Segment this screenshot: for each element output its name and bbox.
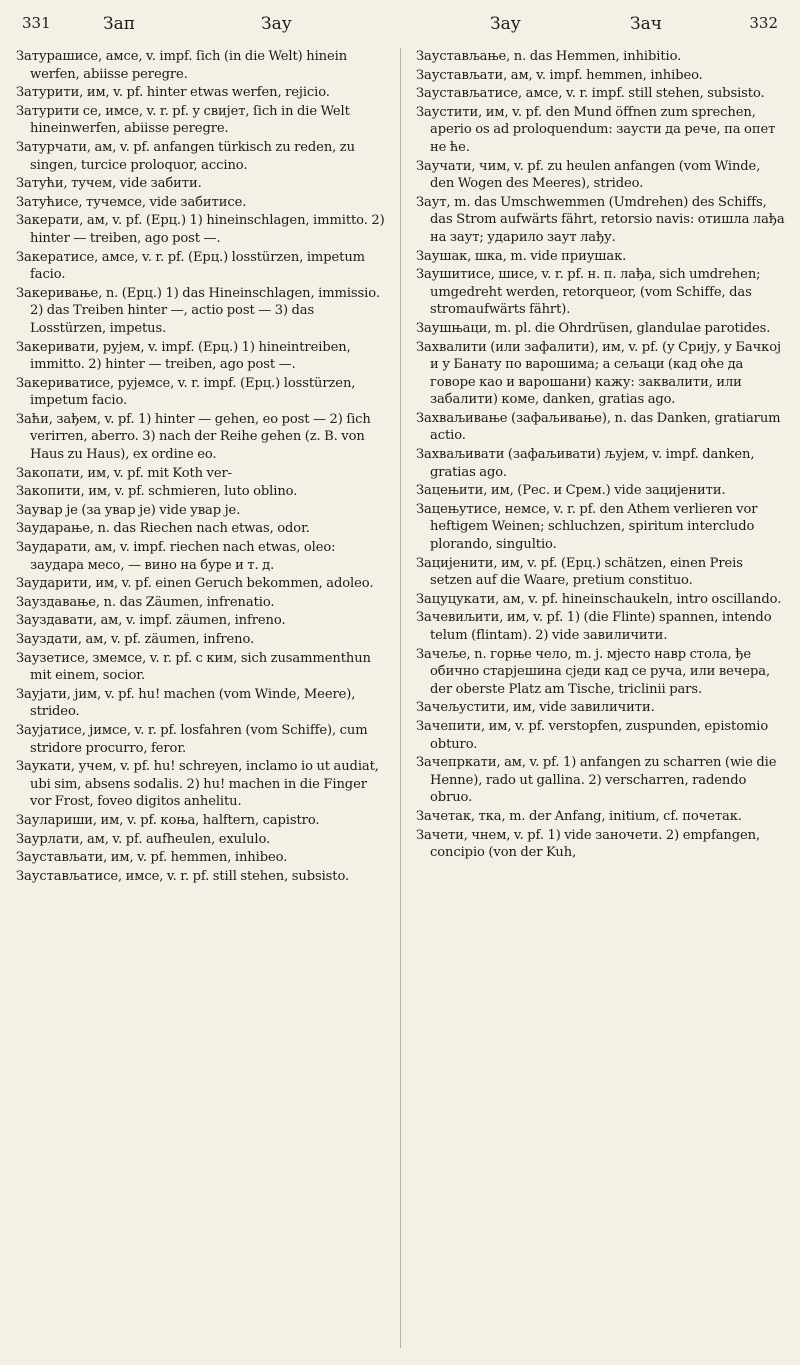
dictionary-entry: Зацијенити, им, v. pf. (Ерц.) schätzen, einen Preis setzen auf die Waare, pretium constituo. [416,555,743,589]
dictionary-entry: Заустављати, ам, v. impf. hemmen, inhibeo. [416,67,703,83]
dictionary-entry: Заушак, шка, m. vide приушак. [416,248,627,264]
column-divider [400,48,401,1348]
dictionary-entry: Заустити, им, v. pf. den Mund öffnen zum sprechen, aperio os ad proloquendum: заусти да рече, па опет не ће. [416,104,776,155]
page-header [18,6,782,40]
dictionary-entry: Заузетисе, змемсе, v. r. pf. с ким, sich zusammenthun mit einem, socior. [16,650,371,684]
guide-word-left-last: Зау [261,14,292,34]
dictionary-entry: Закопити, им, v. pf. schmieren, luto oblino. [16,484,298,500]
page-number-left: 331 [22,14,51,32]
dictionary-entry: Зачети, чнем, v. pf. 1) vide заночети. 2) empfangen, concipio (von der Kuh, [416,827,761,861]
dictionary-entry: Зауздати, ам, v. pf. zäumen, infreno. [16,632,255,647]
dictionary-entry: Заулариши, им, v. pf. коња, halftern, capistro. [16,812,320,828]
dictionary-entry: Заут, m. das Umschwemmen (Umdrehen) des Schiffs, das Strom aufwärts fährt, retorsio navis: отишла лађа на заут; ударило заут лађу. [416,194,785,245]
dictionary-entry: Заударати, ам, v. impf. riechen nach etwas, oleo: заудара месо, — вино на буре и т. д. [16,540,336,573]
dictionary-entry: Заушњаци, m. pl. die Ohrdrüsen, glandulae parotides. [416,320,771,336]
dictionary-entry: Затући, тучем, vide забити. [16,176,202,192]
dictionary-entry: Зацуцукати, ам, v. pf. hineinschaukeln, intro oscillando. [416,591,782,607]
page-number-right: 332 [749,14,778,32]
dictionary-entry: Заујатисе, јимсе, v. r. pf. losfahren (vom Schiffe), cum stridore procurro, feror. [16,722,368,756]
dictionary-entry: Заујати, јим, v. pf. hu! machen (vom Winde, Meere), strideo. [16,686,356,720]
dictionary-entry: Зачевиљити, им, v. pf. 1) (die Flinte) spannen, intendo telum (flintam). 2) vide завиличити. [416,610,772,643]
guide-word-right-first: Зау [490,14,521,34]
dictionary-entry: Заустављати, им, v. pf. hemmen, inhibeo. [16,850,288,866]
left-column [16,48,388,1353]
dictionary-entry: Затућисе, тучемсе, vide забитисе. [16,194,247,210]
dictionary-entry: Зачетак, тка, m. der Anfang, initium, cf. почетак. [416,808,742,824]
dictionary-entry: Затурчати, ам, v. pf. anfangen türkisch zu reden, zu singen, turcice proloquor, accino. [16,139,355,173]
dictionary-entry: Зауздавати, ам, v. impf. zäumen, infreno. [16,613,286,629]
dictionary-entry: Затурити се, имсе, v. r. pf. у свијет, ſich in die Welt hineinwerfen, abiisse peregre. [16,103,350,137]
dictionary-entry: Захваљивати (зафаљивати) љујем, v. impf. danken, gratias ago. [416,447,755,480]
dictionary-entry: Затурити, им, v. pf. hinter etwas werfen, rejicio. [16,85,330,101]
dictionary-entry: Зачељустити, им, vide завиличити. [416,700,655,716]
dictionary-entry: Зачепити, им, v. pf. verstopfen, zuspunden, epistomio obturo. [416,718,769,752]
dictionary-entry: Зачепркати, ам, v. pf. 1) anfangen zu scharren (wie die Henne), rado ut gallina. 2) verscharren, radendo obruo. [416,755,777,806]
dictionary-entry: Закериватисе, рујемсе, v. r. impf. (Ерц.) losstürzen, impetum facio. [16,375,356,409]
dictionary-entry: Закеривати, рујем, v. impf. (Ерц.) 1) hineintreiben, immitto. 2) hinter — treiben, ago post —. [16,339,351,373]
dictionary-entry: Заустављатисе, имсе, v. r. pf. still stehen, subsisto. [16,868,350,884]
dictionary-entry: Заурлати, ам, v. pf. aufheulen, exululo. [16,831,271,847]
dictionary-entry: Зачеље, n. горње чело, m. j. мјесто навр стола, ђе обично старјешина сједи кад се руча, или вечера, der oberste Platz am Tische, triclinii pars. [416,646,771,697]
dictionary-entry: Зауздавање, n. das Zäumen, infrenatio. [16,594,275,610]
dictionary-entry: Заувар је (за увар је) vide увар је. [16,502,241,518]
dictionary-entry: Заустављатисе, амсе, v. r. impf. still stehen, subsisto. [416,86,765,102]
guide-word-right-last: Зач [630,14,662,34]
dictionary-entry: Затурашисе, амсе, v. impf. ſich (in die Welt) hinein werfen, abiisse peregre. [16,49,348,82]
dictionary-entry: Зацењутисе, немсе, v. r. pf. den Athem verlieren vor heftigem Weinen; schluchzen, spiritum intercludo plorando, singultio. [416,501,758,553]
dictionary-entry: Закератисе, амсе, v. r. pf. (Ерц.) losstürzen, impetum facio. [16,249,365,283]
dictionary-entry: Заучати, чим, v. pf. zu heulen anfangen (vom Winde, den Wogen des Meeres), strideo. [416,158,761,192]
dictionary-entry: Закопати, им, v. pf. mit Koth ver- [16,465,232,481]
dictionary-entry: Зацењити, им, (Рес. и Срем.) vide зацијенити. [416,483,726,499]
dictionary-entry: Заударити, им, v. pf. einen Geruch bekommen, adoleo. [16,576,374,592]
dictionary-entry: Заукати, учем, v. pf. hu! schreyen, inclamo io ut audiat, ubi sim, absens sodalis. 2) hu! machen in die Finger vor Frost, foveo digitos anhelitu. [16,759,379,810]
dictionary-entry: Заустављање, n. das Hemmen, inhibitio. [416,49,682,64]
right-column [416,48,788,1353]
guide-word-left-first: Зап [103,14,136,34]
dictionary-entry: Закерати, ам, v. pf. (Ерц.) 1) hineinschlagen, immitto. 2) hinter — treiben, ago post —. [16,213,385,246]
dictionary-entry: Захваљивање (зафаљивање), n. das Danken, gratiarum actio. [416,410,781,444]
dictionary-entry: Закеривање, n. (Ерц.) 1) das Hineinschlagen, immissio. 2) das Treiben hinter —, actio post — 3) das Losstürzen, impetus. [16,285,380,336]
dictionary-entry: Захвалити (или зафалити), им, v. pf. (у Срију, у Бачкој и у Банату по варошима; а сељаци (кад оће да говоре као и варошани) кажу: заквалити, или забалити) коме, danken, gratias ago. [416,339,781,408]
dictionary-entry: Заћи, зађем, v. pf. 1) hinter — gehen, eo post — 2) ſich verirren, aberro. 3) nach der Reihe gehen (z. B. von Haus zu Haus), ex ordine eo. [16,411,371,463]
dictionary-entry: Заушитисе, шисе, v. r. pf. н. п. лађа, sich umdrehen; umgedreht werden, retorqueor, (vom Schiffe, das stromaufwärts fährt). [416,267,761,318]
dictionary-entry: Заударање, n. das Riechen nach etwas, odor. [16,521,310,537]
